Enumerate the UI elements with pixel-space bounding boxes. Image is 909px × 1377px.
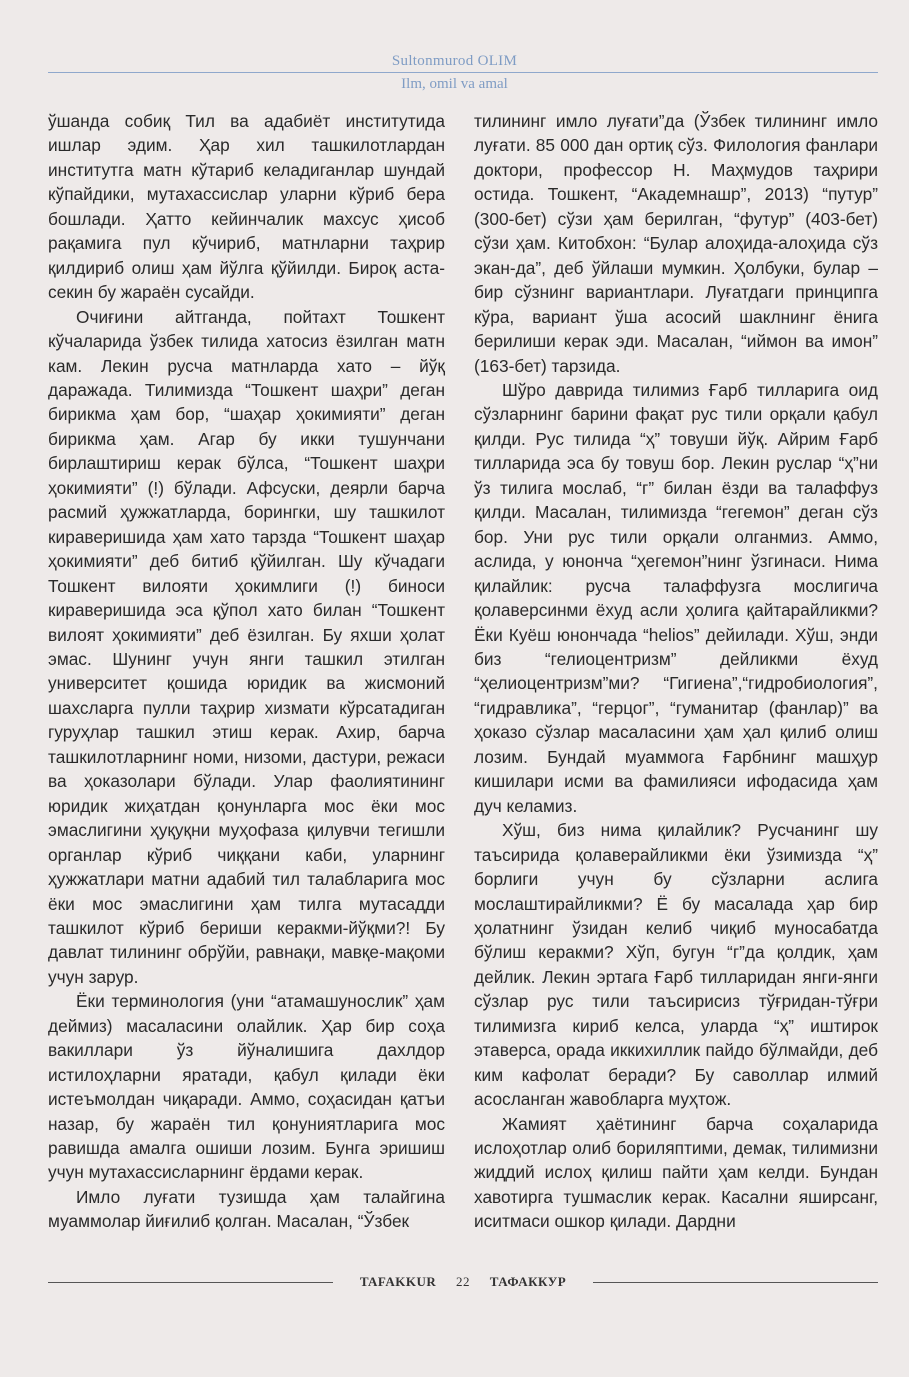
paragraph: Шўро даврида тилимиз Ғарб тилларига оид сўзларнинг барини фақат рус тили орқали қабул қилди. Рус тилида “ҳ” товуши йўқ. Айрим Ғарб тилларида эса бу товуш бор. Лекин руслар “ҳ”ни ўз тилига мослаб, “г” билан ёзди ва талаффуз қилди. Масалан, тилимизда “гегемон” деган сўз бор. Уни рус тили орқали олганмиз. Аммо, аслида, у юнонча “ҳегемон”нинг ўзгинаси. Нима қилайлик: русча талаффузга мослигича қолаверсинми ёхуд асли ҳолига қайтарайликми? Ёки Куёш юнончада “helios” дейилади. Хўш, энди биз “гелиоцентризм” дейликми ёхуд “ҳелиоцентризм”ми? “Гигиена”,“гидробиология”, “гидравлика”, “герцог”, “гуманитар (фанлар)” ва ҳоказо сўзлар масаласини ҳам ҳал қилиб олиш лозим. Бундай муаммога Ғарбнинг машҳур кишилари исми ва фамилияси ифодасида ҳам дуч келамиз. xyxy=(474,379,878,816)
author-name: Sultonmurod OLIM xyxy=(391,53,518,69)
paragraph: Жамият ҳаётининг барча соҳаларида ислоҳотлар олиб бориляптими, демак, тилимизни жиддий ислоҳ қилиш пайти ҳам келди. Бундан хавотирга тушмаслик керак. Касални яширсанг, иситмаси ошкор қилади. Дардни xyxy=(474,1113,878,1232)
paragraph: Очиғини айтганда, пойтахт Тошкент кўчаларида ўзбек тилида хатосиз ёзилган матн кам. Лекин русча матнларда хато – йўқ даражада. Тилимизда “Тошкент шаҳри” деган бирикма ҳам бор, “шаҳар ҳокимияти” деган бирикма ҳам. Агар бу икки тушунчани бирлаштириш керак бўлса, “Тошкент шаҳри ҳокимияти” (!) бўлади. Афсуски, деярли барча расмий ҳужжатларда, борингки, шу ташкилот кираверишида ҳам хато тарзда “Тошкент шаҳар ҳокимияти” деб битиб қўйилган. Шу кўчадаги Тошкент вилояти ҳокимлиги (!) биноси кираверишида эса қўпол хато билан “Тошкент вилоят ҳокимияти” деб ёзилган. Бу яхши ҳолат эмас. Шунинг учун янги ташкил этилган университет қошида юридик ва жисмоний шахсларга пулли таҳрир хизмати кўрсатадиган гуруҳлар ташкил этиш керак. Ахир, барча ташкилотларнинг номи, низоми, дастури, режаси ва ҳоказолари бўлади. Улар фаолиятининг юридик жиҳатдан қонунларга мос ёки мос эмаслигини ҳуқуқни муҳофаза қилувчи тегишли органлар кўриб чиққани каби, уларнинг ҳужжатлари матни адабий тил талабларига мос ёки мос эмаслигини ҳам тилга мутасадди ташкилот кўриб бериши керакми-йўқми?! Бу давлат тилининг обрўйи, равнақи, мавқе-мақоми учун зарур. xyxy=(48,306,445,987)
paragraph: тилининг имло луғати”да (Ўзбек тилининг имло луғати. 85 000 дан ортиқ сўз. Филология фанлари доктори, профессор Н. Маҳмудов таҳрири остида. Тошкент, “Академнашр”, 2013) “путур” (300-бет) сўзи ҳам берилган, “футур” (403-бет) сўзи ҳам. Китобхон: “Булар алоҳида-алоҳида сўз экан-да”, деб ўйлаши мумкин. Ҳолбуки, булар – бир сўзнинг вариантлари. Луғатдаги принципга кўра, вариант ўша асосий шаклнинг ёнига берилиши керак эди. Масалан, “иймон ва имон” (163-бет) тарзида. xyxy=(474,111,878,376)
article-title: Ilm, omil va amal xyxy=(401,76,508,92)
journal-name-cyrillic: ТАФАККУР xyxy=(489,1274,567,1289)
page-number: 22 xyxy=(456,1274,471,1289)
journal-name-latin: TAFAKKUR xyxy=(359,1274,437,1289)
paragraph: ўшанда собиқ Тил ва адабиёт институтида ишлар эдим. Ҳар хил ташкилотлардан институтга матн кўтариб келадиганлар шундай кўпайдики, мутахассислар уларни кўриб бера бошлади. Ҳатто кейинчалик махсус ҳисоб рақамига пул кўчириб, матнларни таҳрир қилдириб олиш ҳам йўлга қўйилди. Бироқ аста-секин бу жараён сусайди. xyxy=(48,111,445,303)
paragraph: Хўш, биз нима қилайлик? Русчанинг шу таъсирида қолаверайликми ёки ўзимизда “ҳ” борлиги учун бу сўзларни аслига мослаштирайликми? Ё бу масалада ҳар бир ҳолатнинг ўзидан келиб чиқиб муносабатда бўлиш керакми? Хўп, бугун “г”да қолдик, ҳам дейлик. Лекин эртага Ғарб тилларидан янги-янги сўзлар рус тили таъсирисиз тўғридан-тўғри тилимизга кириб келса, уларда “ҳ” иштирок этаверса, орада иккихиллик пайдо бўлмайди, деб ким кафолат беради? Бу саволлар илмий асосланган жавобларга муҳтож. xyxy=(474,820,878,1110)
footer-text xyxy=(48,1272,878,1292)
left-column xyxy=(48,109,445,1234)
running-header xyxy=(0,52,909,70)
right-column xyxy=(474,109,878,1234)
header-rule xyxy=(48,72,878,73)
paragraph: Имло луғати тузишда ҳам талайгина муаммолар йиғилиб қолган. Масалан, “Ўзбек xyxy=(48,1186,445,1232)
page-footer xyxy=(48,1272,878,1292)
paragraph: Ёки терминология (уни “атамашунослик” ҳам деймиз) масаласини олайлик. Ҳар бир соҳа вакиллари ўз йўналишига дахлдор истилоҳларни яратади, қабул қилади ёки истеъмолдан чиқаради. Аммо, соҳасидан қатъи назар, бу жараён тил қонуниятларига мос равишда амалга ошиши лозим. Бунга эришиш учун мутахассисларнинг ёрдами керак. xyxy=(48,991,445,1183)
